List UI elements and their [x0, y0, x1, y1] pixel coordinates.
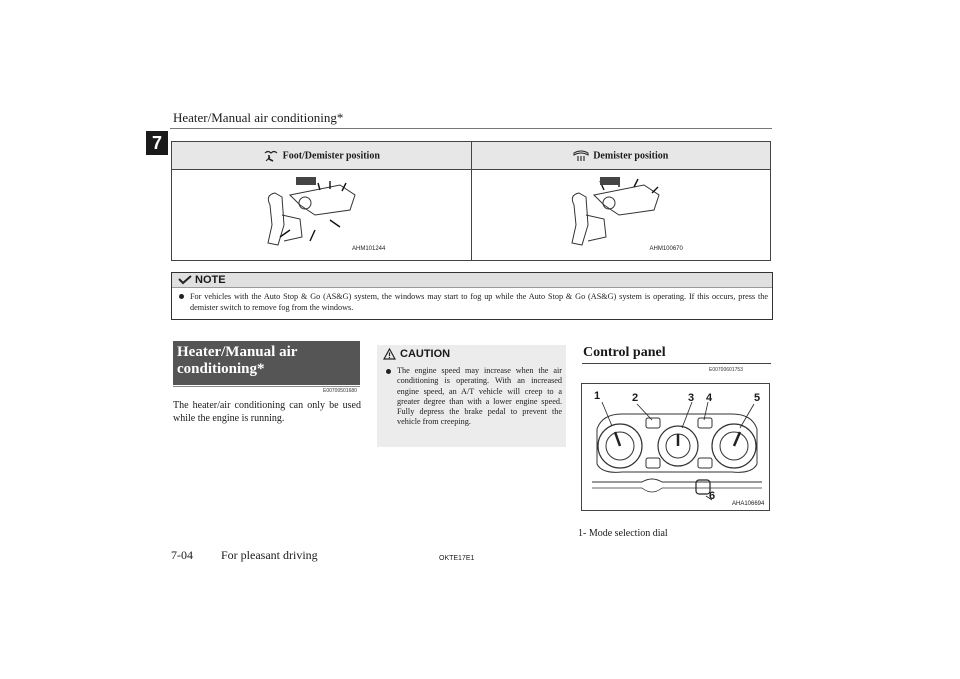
control-panel-illustration [581, 383, 770, 511]
positions-table [171, 141, 771, 261]
callout-5: 5 [754, 392, 761, 404]
caution-heading [383, 348, 450, 360]
bullet-icon [386, 369, 391, 374]
foot-demister-header [172, 142, 472, 170]
control-panel-rule [582, 363, 771, 364]
section-title: Heater/Manual air conditioning* [177, 344, 298, 377]
callout-2: 2 [632, 392, 639, 404]
item-number: 1- [578, 528, 587, 539]
note-heading-label: NOTE [195, 274, 226, 286]
foot-demister-illustration [260, 175, 360, 255]
control-panel-title: Control panel [583, 345, 666, 360]
section-title-rule [173, 386, 360, 387]
note-icon [178, 275, 192, 285]
foot-demister-title: Foot/Demister position [282, 149, 380, 161]
chapter-tab: 7 [146, 131, 168, 155]
demister-icon [573, 150, 589, 162]
control-panel-code: E00700601753 [709, 367, 743, 373]
note-body [172, 288, 772, 313]
warning-icon [383, 348, 396, 360]
caution-heading-label: CAUTION [400, 348, 451, 360]
image-code: AHM100670 [649, 246, 683, 252]
caution-text: The engine speed may increase when the air conditioning is operating. With an increased engine speed, an A/T vehicle will creep to a greater degree than with a lower engine speed. Fully depress the brake pedal to prevent the vehicle from creeping. [397, 366, 562, 427]
footer-section: For pleasant driving [221, 548, 318, 562]
running-header: Heater/Manual air conditioning* [173, 110, 344, 125]
note-text: For vehicles with the Auto Stop & Go (AS&G) system, the windows may start to fog up while the Auto Stop & Go (AS&G) system is operating. If this occurs, press the demister switch to remove fog from the windows. [190, 292, 768, 312]
header-rule [170, 128, 772, 129]
image-code: AHM101244 [352, 246, 386, 252]
callout-6: 6 [709, 490, 716, 502]
callout-1: 1 [594, 390, 601, 402]
list-item [578, 528, 668, 539]
note-box [171, 272, 773, 320]
foot-demister-illustration-cell [172, 170, 472, 261]
section-body: The heater/air conditioning can only be used while the engine is running. [173, 400, 361, 424]
demister-title: Demister position [593, 149, 669, 161]
foot-demister-icon [263, 149, 279, 163]
demister-illustration [564, 175, 664, 255]
image-code: AHA106694 [732, 501, 765, 507]
control-panel-drawing [582, 384, 769, 510]
footer-code: OKTE17E1 [439, 555, 475, 562]
bullet-icon [179, 294, 184, 299]
section-code: E00700501680 [323, 388, 357, 394]
note-heading [172, 273, 772, 288]
item-label: Mode selection dial [588, 528, 668, 539]
demister-illustration-cell [471, 170, 771, 261]
section-title-bar [173, 341, 360, 385]
callout-3: 3 [688, 392, 695, 404]
demister-header [471, 142, 771, 170]
page-number: 7-04 [171, 548, 193, 562]
callout-4: 4 [706, 392, 713, 404]
